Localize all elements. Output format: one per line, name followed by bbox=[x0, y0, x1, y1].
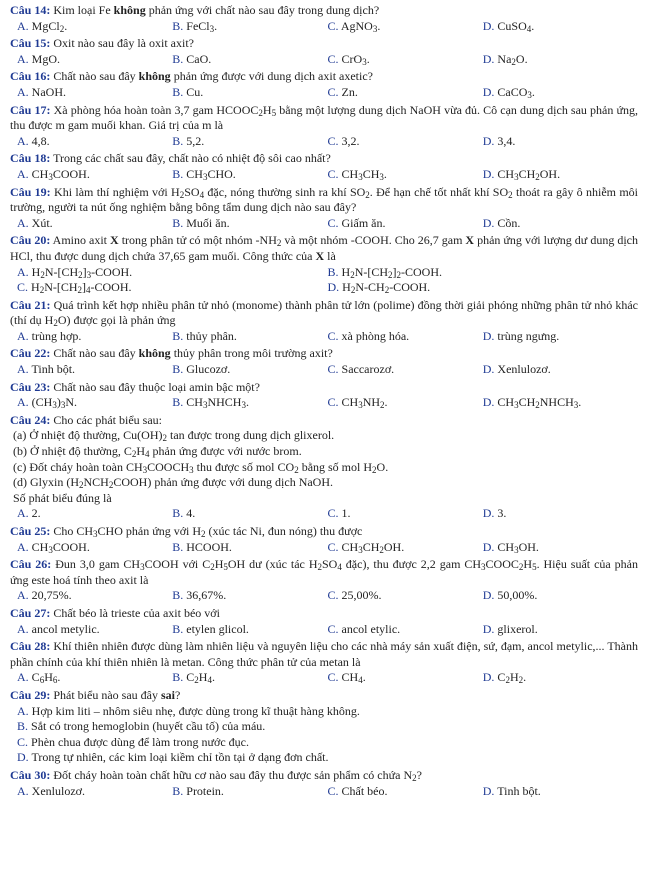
option-letter: D. bbox=[482, 362, 495, 377]
option-letter: B. bbox=[172, 621, 184, 636]
answer-options bbox=[10, 506, 638, 522]
answer-option[interactable]: A. $C_6H_6$. bbox=[17, 670, 61, 686]
option-letter: B. bbox=[172, 166, 184, 181]
option-letter: A. bbox=[17, 215, 29, 230]
question-text: Khí thiên nhiên được dùng làm nhiên liệu và nguyên liệu cho các nhà máy sản xuất điện, sứ, đạm, ancol metylic,... Thành phần chính của khí thiên nhiên là metan. Công thức phân tử của metan là bbox=[10, 639, 638, 669]
option-letter: D. bbox=[482, 588, 495, 603]
question-number: Câu 22: bbox=[10, 346, 51, 361]
answer-option[interactable]: C. 1. bbox=[327, 506, 351, 521]
answer-options bbox=[10, 85, 638, 101]
question-stem bbox=[10, 557, 638, 588]
answer-options bbox=[10, 329, 638, 345]
question-number: Câu 26: bbox=[10, 557, 52, 572]
question-number: Câu 17: bbox=[10, 102, 51, 117]
question-text: Amino axit X trong phân tử có một nhóm $-NH_2$ và một nhóm -COOH. Cho 26,7 gam X phản ứng với lượng dư dung dịch HCl, thu được dung dịch chứa 37,65 gam muối. Công thức của X là bbox=[10, 233, 638, 263]
answer-option[interactable]: B. 36,67%. bbox=[172, 588, 227, 603]
answer-option[interactable]: D. CaCO$_3$. bbox=[482, 84, 535, 100]
option-letter: C. bbox=[327, 506, 339, 521]
question-text: Cho $CH_3CHO$ phản ứng với $H_2$ (xúc tác Ni, đun nóng) thu được bbox=[50, 524, 363, 539]
statement-line: Số phát biểu đúng là bbox=[13, 490, 112, 505]
answer-option[interactable]: A. $(CH_3)_3N$. bbox=[17, 395, 78, 411]
answer-option[interactable]: B. $H_2N-[CH_2]_2$-COOH. bbox=[327, 264, 443, 280]
answer-option[interactable]: C. 3,2. bbox=[327, 133, 360, 148]
option-letter: A. bbox=[17, 264, 29, 279]
answer-option[interactable]: D. Cồn. bbox=[482, 215, 521, 230]
question-stem bbox=[10, 688, 638, 704]
option-letter: B. bbox=[172, 539, 184, 554]
question-stem bbox=[10, 380, 638, 396]
option-letter: C. bbox=[327, 783, 339, 798]
answer-option[interactable]: B. Glucozơ. bbox=[172, 362, 231, 377]
option-letter: D. bbox=[482, 395, 495, 410]
option-letter: A. bbox=[17, 670, 29, 685]
option-letter: D. bbox=[482, 506, 495, 521]
answer-options bbox=[10, 216, 638, 232]
answer-option[interactable]: C. 25,00%. bbox=[327, 588, 382, 603]
answer-option[interactable]: B. Muối ăn. bbox=[172, 215, 230, 230]
option-letter: C. bbox=[17, 734, 29, 749]
question-block bbox=[10, 69, 638, 100]
answer-option[interactable]: D. glixerol. bbox=[482, 621, 538, 636]
answer-options bbox=[10, 362, 638, 378]
question-block bbox=[10, 688, 638, 766]
option-letter: A. bbox=[17, 395, 29, 410]
question-stem bbox=[10, 36, 638, 52]
option-letter: A. bbox=[17, 18, 29, 33]
answer-option[interactable]: A. NaOH. bbox=[17, 84, 66, 99]
answer-option[interactable]: D. Tinh bột. bbox=[482, 783, 541, 798]
question-number: Câu 25: bbox=[10, 524, 51, 538]
question-block bbox=[10, 36, 638, 67]
answer-option[interactable]: C. $CH_3CH_3$. bbox=[327, 166, 387, 182]
answer-option[interactable]: B. FeCl$_3$. bbox=[172, 18, 218, 34]
answer-option[interactable]: C. Zn. bbox=[327, 84, 358, 99]
answer-option[interactable]: B. HCOOH. bbox=[172, 539, 232, 554]
question-number: Câu 27: bbox=[10, 605, 51, 620]
answer-option[interactable]: A. $H_2N-[CH_2]_3$-COOH. bbox=[17, 264, 133, 280]
answer-option[interactable]: D. $CH_3CH_2OH$. bbox=[482, 166, 561, 182]
question-text: Chất nào sau đây không thủy phân trong môi trường axit? bbox=[50, 346, 333, 361]
answer-option[interactable]: C. $CH_4$. bbox=[327, 670, 366, 686]
option-letter: B. bbox=[172, 506, 184, 521]
question-number: Câu 16: bbox=[10, 69, 51, 84]
option-letter: A. bbox=[17, 84, 29, 99]
answer-option[interactable]: D. 50,00%. bbox=[482, 588, 538, 603]
option-letter: A. bbox=[17, 703, 29, 718]
question-number: Câu 15: bbox=[10, 36, 51, 51]
option-letter: A. bbox=[17, 783, 29, 798]
answer-option[interactable]: A. $CH_3COOH$. bbox=[17, 539, 90, 555]
question-block bbox=[10, 606, 638, 637]
option-letter: C. bbox=[327, 84, 339, 99]
answer-option[interactable]: B. Sắt có trong hemoglobin (huyết cầu tố) của máu. bbox=[17, 719, 266, 734]
option-letter: C. bbox=[327, 621, 339, 636]
question-text: Kim loại Fe không phản ứng với chất nào sau đây trong dung dịch? bbox=[50, 3, 380, 17]
option-letter: B. bbox=[172, 133, 184, 148]
question-text: Đun 3,0 gam $CH_3COOH$ với $C_2H_5OH$ dư (xúc tác $H_2SO_4$ đặc), thu được 2,2 gam $CH_3COOC_2H_5$. Hiệu suất của phản ứng este hoá tính theo axit là bbox=[10, 557, 639, 587]
question-text: Phát biểu nào sau đây sai? bbox=[50, 687, 181, 702]
answer-option[interactable]: A. MgO. bbox=[17, 51, 61, 66]
option-letter: D. bbox=[17, 750, 29, 765]
question-block bbox=[10, 233, 638, 295]
statement-line: (b) Ở nhiệt độ thường, $C_2H_4$ phản ứng được với nước brom. bbox=[13, 444, 302, 460]
question-stem bbox=[10, 413, 638, 429]
option-letter: B. bbox=[172, 328, 184, 343]
option-letter: C. bbox=[327, 133, 339, 148]
option-letter: D. bbox=[482, 84, 495, 99]
option-letter: C. bbox=[327, 395, 339, 410]
option-letter: D. bbox=[482, 539, 495, 554]
option-letter: C. bbox=[327, 670, 339, 685]
option-letter: B. bbox=[172, 215, 184, 230]
answer-option[interactable]: B. Cu. bbox=[172, 84, 204, 99]
question-stem bbox=[10, 233, 638, 264]
answer-option[interactable]: B. $C_2H_4$. bbox=[172, 670, 215, 686]
answer-option[interactable]: D. $C_2H_2$. bbox=[482, 670, 527, 686]
question-number: Câu 21: bbox=[10, 297, 51, 312]
question-stem bbox=[10, 151, 638, 167]
option-letter: C. bbox=[327, 18, 339, 33]
question-stem bbox=[10, 185, 638, 216]
question-block bbox=[10, 413, 638, 522]
answer-options bbox=[10, 167, 638, 183]
answer-options bbox=[10, 19, 638, 35]
question-stem bbox=[10, 768, 638, 784]
answer-option[interactable]: C. Giấm ăn. bbox=[327, 215, 386, 230]
answer-option[interactable]: D. trùng ngưng. bbox=[482, 328, 560, 343]
question-text: Oxit nào sau đây là oxit axit? bbox=[50, 36, 194, 51]
answer-option[interactable]: C. Phèn chua được dùng để làm trong nước đục. bbox=[17, 734, 249, 749]
question-block bbox=[10, 346, 638, 377]
option-letter: D. bbox=[482, 51, 495, 66]
option-letter: D. bbox=[482, 133, 495, 148]
option-letter: C. bbox=[327, 51, 339, 66]
answer-option[interactable]: D. 3,4. bbox=[482, 133, 516, 148]
option-letter: D. bbox=[482, 166, 495, 181]
question-text: Khi làm thí nghiệm với $H_2SO_4$ đặc, nóng thường sinh ra khí $SO_2$. Để hạn chế tốt nhất khí $SO_2$ thoát ra gây ô nhiễm môi trường, người ta nút ống nghiệm bằng bông tẩm dung dịch nào sau đây? bbox=[10, 184, 638, 215]
option-letter: B. bbox=[172, 783, 184, 798]
option-letter: A. bbox=[17, 621, 29, 636]
option-letter: D. bbox=[482, 18, 495, 33]
question-text: Chất béo là trieste của axit béo với bbox=[50, 605, 220, 620]
question-text: Trong các chất sau đây, chất nào có nhiệt độ sôi cao nhất? bbox=[50, 151, 331, 166]
answer-option[interactable]: B. etylen glicol. bbox=[172, 621, 249, 636]
answer-options bbox=[10, 704, 638, 766]
answer-options bbox=[10, 784, 638, 800]
question-block bbox=[10, 639, 638, 686]
answer-option[interactable]: A. Hợp kim liti – nhôm siêu nhẹ, được dùng trong kĩ thuật hàng không. bbox=[17, 703, 360, 718]
answer-option[interactable]: B. 4. bbox=[172, 506, 196, 521]
answer-option[interactable]: D. 3. bbox=[482, 506, 507, 521]
answer-option[interactable]: D. $CH_3CH_2NHCH_3$. bbox=[482, 395, 582, 411]
option-letter: A. bbox=[17, 133, 29, 148]
question-stem bbox=[10, 639, 638, 670]
question-text: Đốt cháy hoàn toàn chất hữu cơ nào sau đây thu được sản phẩm có chứa $N_2$? bbox=[50, 767, 422, 783]
option-letter: C. bbox=[327, 328, 339, 343]
question-block bbox=[10, 103, 638, 150]
answer-option[interactable]: A. Tinh bột. bbox=[17, 362, 76, 377]
question-number: Câu 29: bbox=[10, 687, 51, 702]
answer-option[interactable]: C. Chất béo. bbox=[327, 783, 388, 798]
question-number: Câu 23: bbox=[10, 379, 51, 394]
option-letter: D. bbox=[482, 670, 495, 685]
option-letter: B. bbox=[172, 362, 184, 377]
option-letter: D. bbox=[482, 783, 495, 798]
question-block bbox=[10, 524, 638, 555]
question-number: Câu 18: bbox=[10, 151, 51, 166]
answer-option[interactable]: D. Trong tự nhiên, các kim loại kiềm chỉ tồn tại ở dạng đơn chất. bbox=[17, 750, 329, 765]
answer-option[interactable]: C. xà phòng hóa. bbox=[327, 328, 410, 343]
answer-option[interactable]: A. $CH_3COOH$. bbox=[17, 166, 90, 182]
option-letter: C. bbox=[327, 166, 339, 181]
answer-option[interactable]: A. MgCl$_2$. bbox=[17, 18, 68, 34]
question-stem bbox=[10, 3, 638, 19]
question-text: Quá trình kết hợp nhiều phân tử nhỏ (monome) thành phân tử lớn (polime) đồng thời giải phóng những phân tử nhỏ khác (thí dụ $H_2O$) được gọi là phản ứng bbox=[10, 297, 638, 329]
statement-line: (c) Đốt cháy hoàn toàn $CH_3COOCH_3$ thu được số mol $CO_2$ bằng số mol $H_2O$. bbox=[13, 459, 389, 475]
option-letter: B. bbox=[17, 719, 29, 734]
answer-option[interactable]: B. Protein. bbox=[172, 783, 224, 798]
question-stem bbox=[10, 103, 638, 134]
option-letter: A. bbox=[17, 51, 29, 66]
option-letter: A. bbox=[17, 362, 29, 377]
answer-option[interactable]: D. Xenlulozơ. bbox=[482, 362, 551, 377]
answer-option[interactable]: A. ancol metylic. bbox=[17, 621, 100, 636]
option-letter: A. bbox=[17, 539, 29, 554]
option-letter: C. bbox=[17, 280, 29, 295]
answer-option[interactable]: A. trùng hợp. bbox=[17, 328, 82, 343]
question-block bbox=[10, 298, 638, 345]
answer-options bbox=[10, 588, 638, 604]
question-number: Câu 24: bbox=[10, 412, 51, 427]
question-block bbox=[10, 185, 638, 232]
answer-option[interactable]: B. $CH_3CHO$. bbox=[172, 166, 236, 182]
option-letter: C. bbox=[327, 588, 339, 603]
answer-options bbox=[10, 395, 638, 411]
question-stem bbox=[10, 606, 638, 622]
answer-option[interactable]: C. Saccarozơ. bbox=[327, 362, 395, 377]
answer-option[interactable]: B. $CH_3NHCH_3$. bbox=[172, 395, 249, 411]
statement-line: (a) Ở nhiệt độ thường, $Cu(OH)_2$ tan được trong dung dịch glixerol. bbox=[13, 428, 335, 444]
answer-option[interactable]: D. CuSO$_4$. bbox=[482, 18, 535, 34]
option-letter: B. bbox=[172, 84, 184, 99]
answer-option[interactable]: A. 4,8. bbox=[17, 133, 50, 148]
option-letter: A. bbox=[17, 328, 29, 343]
answer-option[interactable]: C. AgNO$_3$. bbox=[327, 18, 381, 34]
answer-option[interactable]: B. thủy phân. bbox=[172, 328, 237, 343]
option-letter: B. bbox=[172, 51, 184, 66]
question-block bbox=[10, 380, 638, 411]
option-letter: A. bbox=[17, 506, 29, 521]
question-stem bbox=[10, 69, 638, 85]
question-text: Chất nào sau đây không phản ứng được với dung dịch axit axetic? bbox=[50, 69, 373, 84]
option-letter: B. bbox=[172, 670, 184, 685]
option-letter: B. bbox=[172, 18, 184, 33]
answer-option[interactable]: A. Xenlulozơ. bbox=[17, 783, 86, 798]
question-block bbox=[10, 557, 638, 604]
option-letter: D. bbox=[327, 280, 340, 295]
option-letter: B. bbox=[172, 395, 184, 410]
question-text: Xà phòng hóa hoàn toàn 3,7 gam $HCOOC_2H_5$ bằng một lượng dung dịch NaOH vừa đủ. Cô cạn dung dịch sau phản ứng, thu được m gam muối khan. Giá trị của m là bbox=[10, 102, 638, 133]
answer-option[interactable]: A. 20,75%. bbox=[17, 588, 72, 603]
answer-option[interactable]: B. 5,2. bbox=[172, 133, 205, 148]
answer-option[interactable]: C. $H_2N-[CH_2]_4$-COOH. bbox=[17, 280, 132, 296]
option-letter: C. bbox=[327, 539, 339, 554]
question-stem bbox=[10, 524, 638, 540]
answer-option[interactable]: C. CrO$_3$. bbox=[327, 51, 370, 67]
question-number: Câu 30: bbox=[10, 767, 51, 782]
answer-option[interactable]: C. $CH_3NH_2$. bbox=[327, 395, 388, 411]
answer-option[interactable]: D. $CH_3OH$. bbox=[482, 539, 539, 555]
statement-line: (d) Glyxin $(H_2NCH_2COOH)$ phản ứng được với dung dịch NaOH. bbox=[13, 475, 334, 491]
answer-option[interactable]: D. $H_2N-CH_2$-COOH. bbox=[327, 280, 431, 296]
question-number: Câu 20: bbox=[10, 233, 51, 248]
answer-option[interactable]: A. 2. bbox=[17, 506, 41, 521]
option-letter: C. bbox=[327, 362, 339, 377]
question-number: Câu 28: bbox=[10, 639, 51, 654]
answer-option[interactable]: B. CaO. bbox=[172, 51, 212, 66]
answer-option[interactable]: A. Xút. bbox=[17, 215, 53, 230]
question-block bbox=[10, 151, 638, 182]
answer-option[interactable]: C. $CH_3CH_2OH$. bbox=[327, 539, 405, 555]
option-letter: B. bbox=[327, 264, 339, 279]
question-number: Câu 14: bbox=[10, 3, 51, 17]
question-stem bbox=[10, 346, 638, 362]
option-letter: A. bbox=[17, 166, 29, 181]
answer-options bbox=[10, 540, 638, 556]
question-number: Câu 19: bbox=[10, 184, 51, 199]
answer-options bbox=[10, 670, 638, 686]
question-block bbox=[10, 3, 638, 34]
question-block bbox=[10, 768, 638, 799]
option-letter: A. bbox=[17, 588, 29, 603]
answer-options bbox=[10, 622, 638, 638]
question-text: Cho các phát biểu sau: bbox=[50, 412, 162, 427]
option-letter: B. bbox=[172, 588, 184, 603]
answer-option[interactable]: C. ancol etylic. bbox=[327, 621, 401, 636]
option-letter: D. bbox=[482, 215, 495, 230]
option-letter: D. bbox=[482, 328, 495, 343]
question-stem bbox=[10, 298, 638, 329]
answer-option[interactable]: D. $Na_2O$. bbox=[482, 51, 528, 67]
answer-options bbox=[10, 52, 638, 68]
option-letter: D. bbox=[482, 621, 495, 636]
answer-options bbox=[10, 134, 638, 150]
answer-options bbox=[10, 265, 638, 296]
option-letter: C. bbox=[327, 215, 339, 230]
question-text: Chất nào sau đây thuộc loại amin bậc một? bbox=[50, 379, 260, 394]
